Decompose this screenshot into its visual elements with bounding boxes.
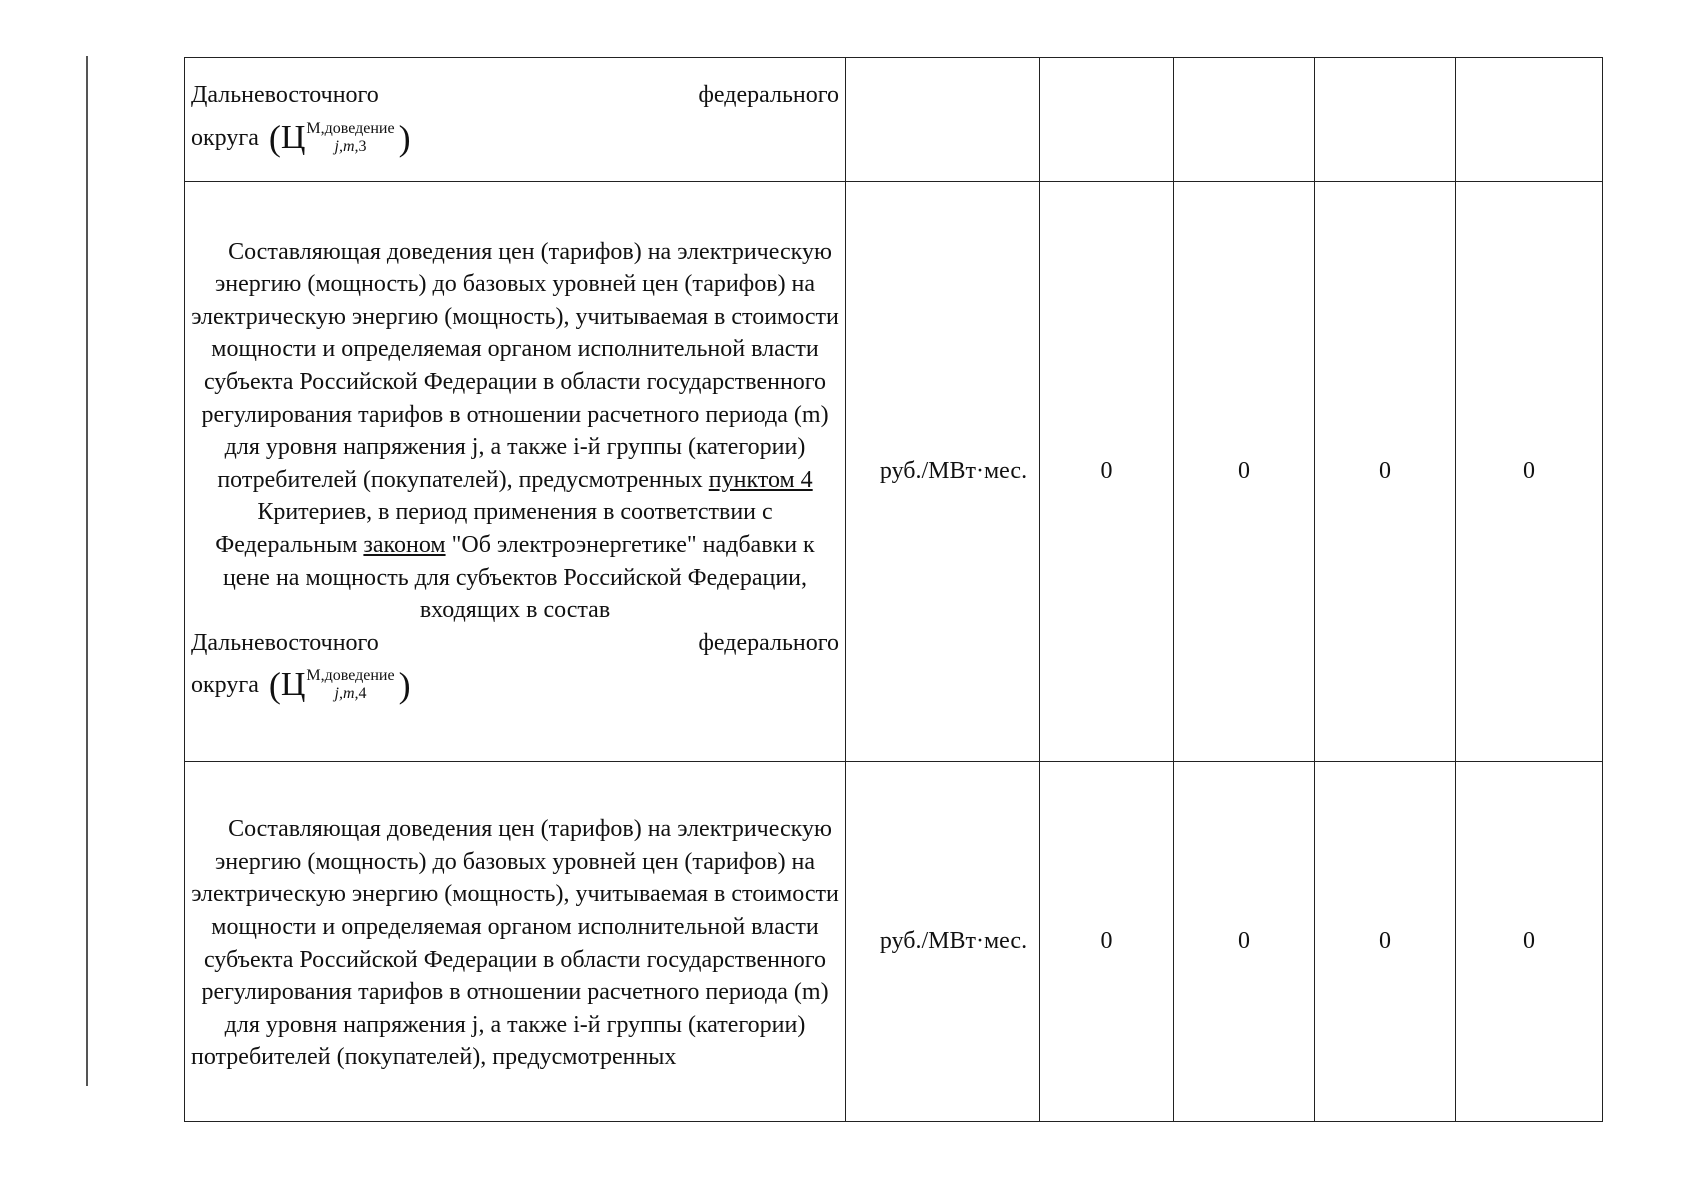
table-row	[185, 762, 1603, 1122]
row1-unit-cell	[846, 58, 1040, 182]
formula-subscript-j: j	[334, 137, 339, 155]
row2-description-cell	[185, 182, 846, 762]
row2-intro-text: Составляющая доведения цен (тарифов) на электрическую энергию (мощность) до базовых уровней цен (тарифов) на электрическую энергию (мощность), учитываемая в стоимости мощности и определяемая органом исполнительной власти субъекта Российской Федерации в области государственного регулирования тарифов в отношении расчетного периода (m) для уровня напряжения j, а также i-й группы (категории) потребителей (покупателей), предусмотренных	[191, 238, 839, 493]
formula-subscript-m: ,m,	[338, 137, 359, 155]
formula-subscript-j: j	[334, 685, 339, 703]
row3-unit-cell: руб./МВт·мес.	[846, 762, 1040, 1122]
table-row	[185, 58, 1603, 182]
formula-indices	[306, 667, 394, 703]
formula-close-paren: )	[398, 665, 411, 706]
row1-formula	[268, 117, 411, 158]
row3-paragraph: Составляющая доведения цен (тарифов) на электрическую энергию (мощность) до базовых уровней цен (тарифов) на электрическую энергию (мощность), учитываемая в стоимости мощности и определяемая органом исполнительной власти субъекта Российской Федерации в области государственного регулирования тарифов в отношении расчетного периода (m) для уровня напряжения j, а также i-й группы (категории) потребителей (покупателей), предусмотренных	[191, 816, 839, 1071]
formula-subscript	[306, 138, 394, 156]
row1-value-cell	[1315, 58, 1456, 182]
row2-value-cell: 0	[1174, 182, 1315, 762]
row2-value-cell: 0	[1315, 182, 1456, 762]
row1-value-cell	[1040, 58, 1174, 182]
row2-paragraph	[191, 236, 839, 627]
formula-subscript-num: 3	[358, 137, 367, 155]
row1-description-cell	[185, 58, 846, 182]
row2-last-word: округа	[191, 672, 259, 699]
row1-line1-right: федерального	[698, 82, 839, 109]
row2-mid2-text: "Об электроэнергетике" надбавки к цене на мощность для субъектов Российской Федерации, входящих в состав	[222, 531, 815, 624]
row2-unit-cell: руб./МВт·мес.	[846, 182, 1040, 762]
row2-formula	[268, 665, 411, 706]
row2-value-cell: 0	[1456, 182, 1603, 762]
formula-subscript-num: 4	[358, 685, 367, 703]
tariff-table	[184, 57, 1603, 1122]
row2-link-zakon[interactable]: законом	[363, 531, 446, 558]
row1-line2-word: округа	[191, 124, 259, 151]
row1-value-cell	[1456, 58, 1603, 182]
row2-last-right: федерального	[698, 629, 839, 656]
formula-indices	[306, 120, 394, 156]
row2-value-cell: 0	[1040, 182, 1174, 762]
formula-superscript: М,доведение	[306, 667, 395, 685]
row1-line1	[191, 79, 839, 112]
row2-last-line	[191, 627, 839, 660]
page-margin-rule	[86, 56, 88, 1086]
row1-line1-left: Дальневосточного	[191, 82, 379, 109]
formula-subscript-m: ,m,	[338, 685, 359, 703]
row3-value-cell: 0	[1040, 762, 1174, 1122]
row3-value-cell: 0	[1456, 762, 1603, 1122]
table-row	[185, 182, 1603, 762]
row1-value-cell	[1174, 58, 1315, 182]
row2-last-left: Дальневосточного	[191, 629, 379, 656]
formula-subscript	[306, 685, 394, 703]
row3-value-cell: 0	[1174, 762, 1315, 1122]
formula-superscript: М,доведение	[306, 119, 395, 137]
formula-open-paren: (	[268, 117, 281, 158]
row2-formula-line	[191, 659, 839, 711]
row1-formula-line	[191, 112, 839, 164]
formula-symbol: Ц	[280, 118, 306, 156]
row2-link-punkt4[interactable]: пунктом 4	[708, 466, 813, 493]
formula-open-paren: (	[268, 665, 281, 706]
row2-mid1-text: Критериев, в период применения в соответствии с Федеральным	[215, 499, 773, 558]
formula-close-paren: )	[398, 117, 411, 158]
row3-value-cell: 0	[1315, 762, 1456, 1122]
formula-symbol: Ц	[280, 666, 306, 704]
row3-description-cell	[185, 762, 846, 1122]
